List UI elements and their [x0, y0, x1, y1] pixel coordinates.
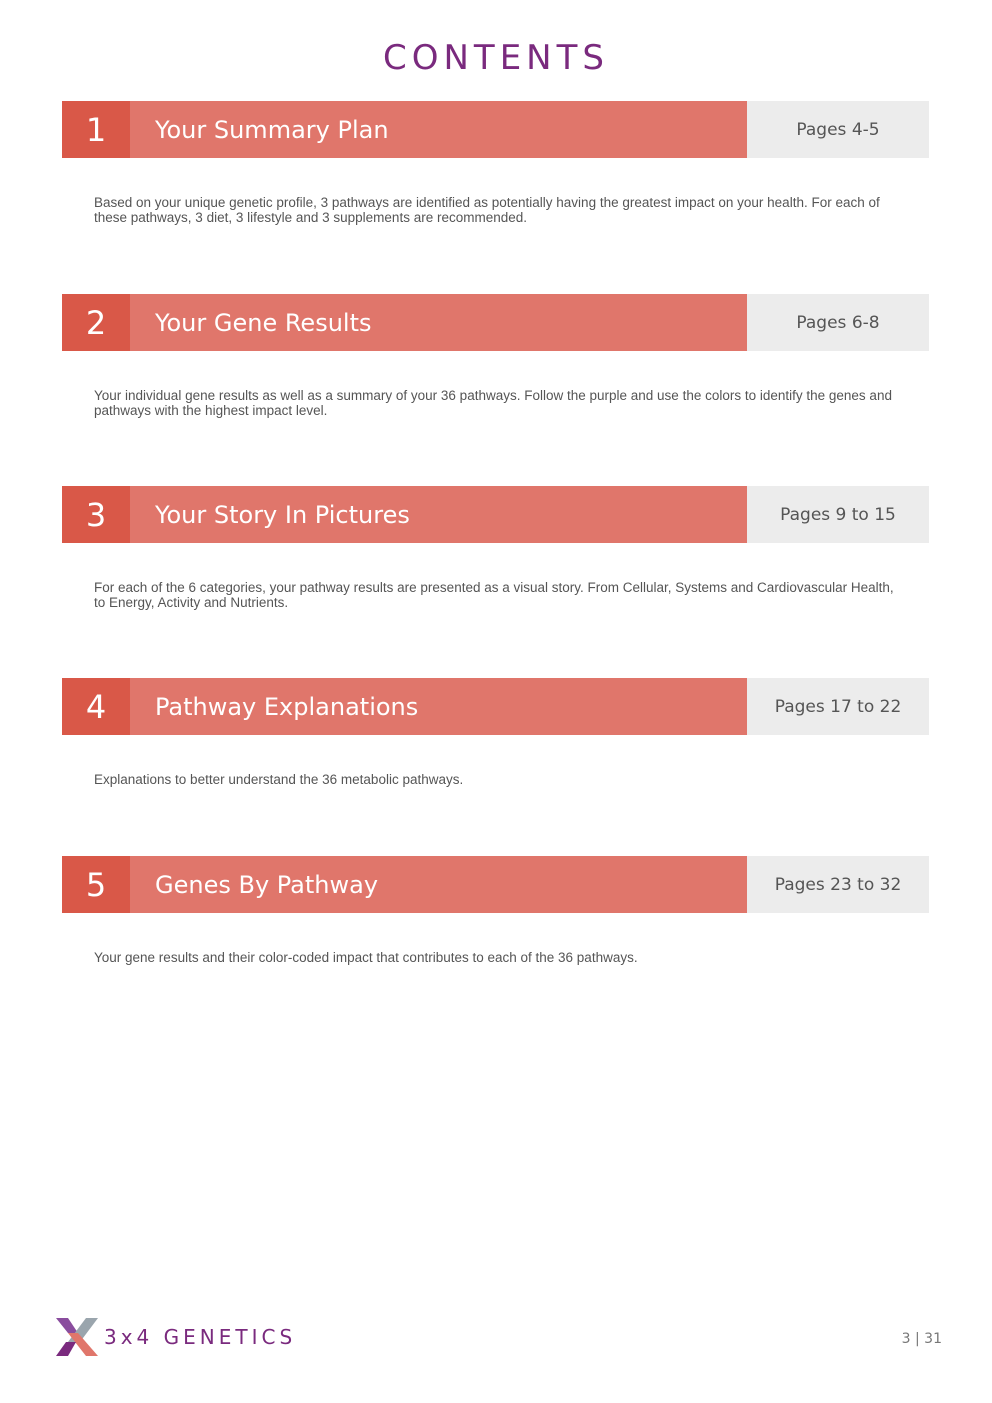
contents-section-3	[62, 486, 929, 610]
section-pages: Pages 17 to 22	[747, 678, 929, 735]
section-title: Pathway Explanations	[130, 678, 747, 735]
contents-section-4	[62, 678, 929, 787]
section-number: 4	[62, 678, 130, 735]
section-description: Based on your unique genetic profile, 3 pathways are identified as potentially having the greatest impact on your health. For each of these pathways, 3 diet, 3 lifestyle and 3 supplements are recommended.	[94, 195, 880, 225]
section-pages: Pages 9 to 15	[747, 486, 929, 543]
section-header-bar[interactable]	[62, 101, 929, 158]
section-title: Genes By Pathway	[130, 856, 747, 913]
section-title: Your Summary Plan	[130, 101, 747, 158]
section-pages: Pages 6-8	[747, 294, 929, 351]
brand-logo	[56, 1318, 296, 1356]
section-description: Explanations to better understand the 36 metabolic pathways.	[94, 772, 464, 787]
section-pages: Pages 23 to 32	[747, 856, 929, 913]
section-pages: Pages 4-5	[747, 101, 929, 158]
contents-section-1	[62, 101, 929, 225]
contents-section-2	[62, 294, 929, 418]
section-number: 1	[62, 101, 130, 158]
section-description: Your gene results and their color-coded impact that contributes to each of the 36 pathways.	[94, 950, 638, 965]
page-number: 3 | 31	[901, 1331, 942, 1347]
section-number: 5	[62, 856, 130, 913]
brand-name: 3x4 GENETICS	[104, 1325, 297, 1349]
section-header-bar[interactable]	[62, 486, 929, 543]
contents-section-5	[62, 856, 929, 965]
section-title: Your Gene Results	[130, 294, 747, 351]
section-number: 2	[62, 294, 130, 351]
x-logo-icon	[56, 1318, 98, 1356]
section-title: Your Story In Pictures	[130, 486, 747, 543]
section-description: For each of the 6 categories, your pathway results are presented as a visual story. From Cellular, Systems and Cardiovascular Health, to Energy, Activity and Nutrients.	[94, 580, 894, 610]
section-header-bar[interactable]	[62, 294, 929, 351]
section-header-bar[interactable]	[62, 856, 929, 913]
section-description: Your individual gene results as well as a summary of your 36 pathways. Follow the purple and use the colors to identify the genes and pathways with the highest impact level.	[94, 388, 892, 418]
section-header-bar[interactable]	[62, 678, 929, 735]
page-title: CONTENTS	[383, 38, 609, 78]
section-number: 3	[62, 486, 130, 543]
